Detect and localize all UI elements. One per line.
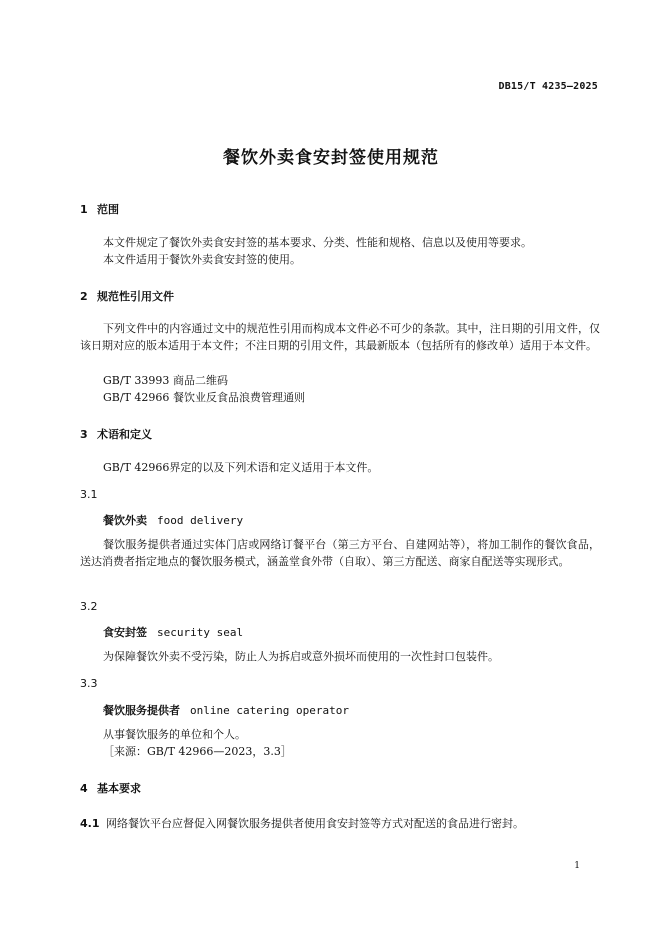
normative-reference <box>103 389 305 406</box>
term-source: ［来源：GB/T 42966—2023，3.3］ <box>103 745 292 758</box>
clause <box>80 815 524 831</box>
section-number: 2 <box>80 290 88 303</box>
term-english: online catering operator <box>190 704 349 717</box>
term-entry <box>103 624 243 640</box>
term-number: 3.2 <box>80 600 98 613</box>
term-definition: 从事餐饮服务的单位和个人。 <box>103 728 246 741</box>
term-entry <box>103 512 243 528</box>
term-number: 3.3 <box>80 677 98 690</box>
standard-code: DB15/T 4235—2025 <box>498 81 598 92</box>
section-2-intro: 下列文件中的内容通过文中的规范性引用而构成本文件必不可少的条款。其中，注日期的引用文件，仅该日期对应的版本适用于本文件；不注日期的引用文件，其最新版本（包括所有的修改单）适用于本文件。 <box>80 322 600 352</box>
section-2-heading <box>80 288 174 304</box>
section-4-heading <box>80 780 141 796</box>
section-1-paragraph: 本文件规定了餐饮外卖食安封签的基本要求、分类、性能和规格、信息以及使用等要求。 <box>103 236 532 249</box>
section-number: 3 <box>80 428 88 441</box>
term-number: 3.1 <box>80 488 98 501</box>
reference-id: GB/T 33993 <box>103 374 170 387</box>
document-title: 餐饮外卖食安封签使用规范 <box>223 148 439 168</box>
term-english: security seal <box>157 626 244 639</box>
section-number: 4 <box>80 782 88 795</box>
term-entry <box>103 702 349 718</box>
section-1-heading <box>80 201 119 217</box>
reference-name: 商品二维码 <box>173 374 228 387</box>
section-1-paragraph: 本文件适用于餐饮外卖食安封签的使用。 <box>103 253 301 266</box>
section-title: 术语和定义 <box>97 428 152 441</box>
section-number: 1 <box>80 203 88 216</box>
term-definition: 为保障餐饮外卖不受污染，防止人为拆启或意外损坏而使用的一次性封口包装件。 <box>103 650 499 663</box>
section-3-intro: GB/T 42966界定的以及下列术语和定义适用于本文件。 <box>103 461 379 474</box>
reference-id: GB/T 42966 <box>103 391 170 404</box>
normative-reference <box>103 372 228 389</box>
reference-name: 餐饮业反食品浪费管理通则 <box>173 391 305 404</box>
clause-number: 4.1 <box>80 817 100 830</box>
term-definition: 餐饮服务提供者通过实体门店或网络订餐平台（第三方平台、自建网站等），将加工制作的餐饮食品，送达消费者指定地点的餐饮服务模式，涵盖堂食外带（自取）、第三方配送、商家自配送等实现形式。 <box>80 538 600 568</box>
term-chinese: 食安封签 <box>103 626 147 639</box>
page-number: 1 <box>574 861 580 871</box>
section-title: 范围 <box>97 203 119 216</box>
term-chinese: 餐饮外卖 <box>103 514 147 527</box>
section-title: 规范性引用文件 <box>97 290 174 303</box>
section-title: 基本要求 <box>97 782 141 795</box>
section-3-heading <box>80 426 152 442</box>
term-chinese: 餐饮服务提供者 <box>103 704 180 717</box>
term-english: food delivery <box>157 514 244 527</box>
clause-text: 网络餐饮平台应督促入网餐饮服务提供者使用食安封签等方式对配送的食品进行密封。 <box>106 817 524 830</box>
